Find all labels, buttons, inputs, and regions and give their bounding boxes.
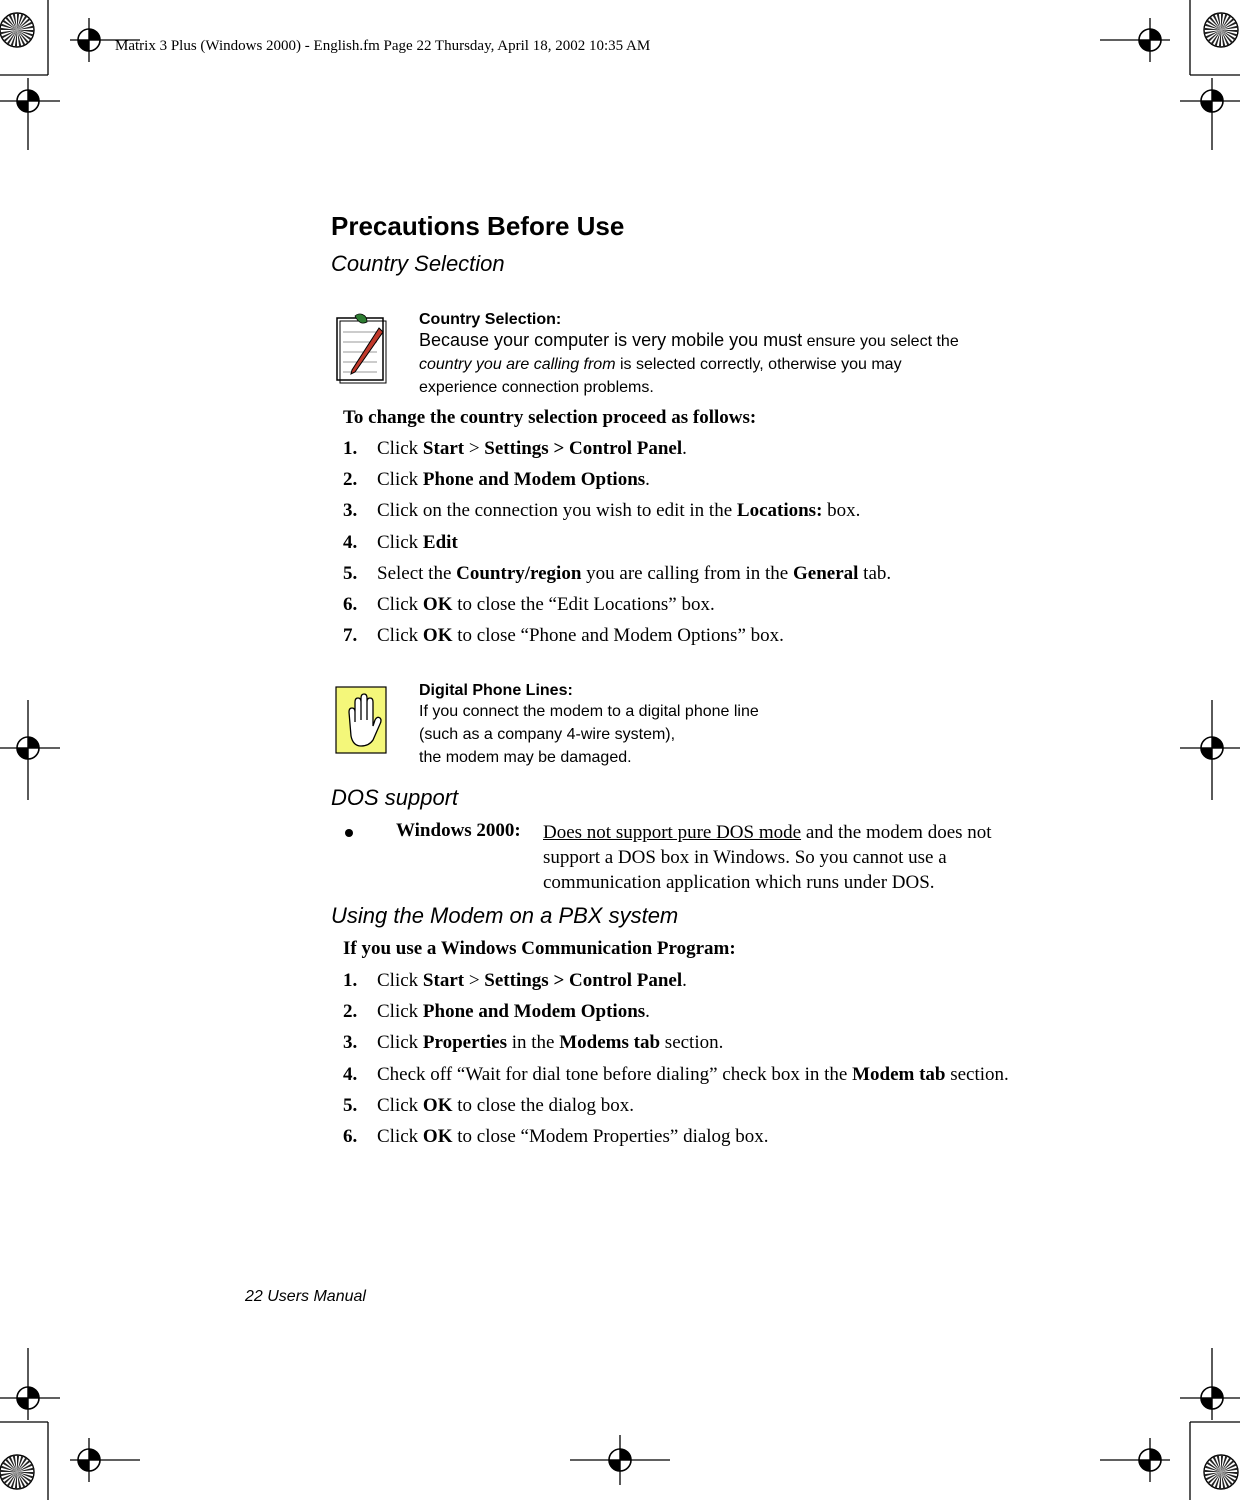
step-text: Click bbox=[377, 594, 423, 615]
step-item bbox=[343, 469, 650, 491]
step-item bbox=[343, 1032, 723, 1054]
stop-hand-icon bbox=[335, 686, 387, 754]
warning-title: Digital Phone Lines: bbox=[419, 682, 573, 699]
step-item bbox=[343, 1001, 650, 1023]
step-text: > bbox=[464, 970, 485, 991]
dos-text: support a DOS box in Windows. So you cannot use a bbox=[543, 847, 947, 868]
step-item bbox=[343, 1095, 634, 1117]
warning-text: the modem may be damaged. bbox=[419, 749, 632, 766]
step-bold-text: Phone and Modem Options bbox=[422, 1001, 646, 1023]
registration-mark bbox=[17, 90, 39, 112]
step-text: to close “Modem Properties” dialog box. bbox=[452, 1126, 769, 1147]
registration-mark bbox=[1201, 1387, 1223, 1409]
file-header-line: Matrix 3 Plus (Windows 2000) - English.fm Page 22 Thursday, April 18, 2002 10:35 AM bbox=[115, 38, 651, 54]
step-text: Click bbox=[377, 469, 423, 491]
starburst-mark-top-right bbox=[1204, 13, 1238, 47]
pbx-steps-lead: If you use a Windows Communication Program: bbox=[343, 938, 736, 959]
step-text: . bbox=[682, 438, 687, 459]
dos-underlined-text: Does not support pure DOS mode bbox=[543, 822, 802, 843]
step-number: 1. bbox=[343, 970, 358, 991]
step-bold-text: OK bbox=[422, 594, 453, 615]
step-text: tab. bbox=[858, 562, 892, 584]
step-number: 4. bbox=[343, 531, 358, 553]
step-text: box. bbox=[822, 500, 861, 522]
warning-text: If you connect the modem to a digital phone line bbox=[419, 703, 759, 720]
step-bold-text: Settings > Control Panel bbox=[484, 970, 683, 991]
step-bold-text: Modem tab bbox=[852, 1063, 946, 1085]
note-text-italic: country you are calling from bbox=[419, 356, 616, 373]
step-text: . bbox=[645, 1001, 650, 1023]
step-number: 6. bbox=[343, 594, 358, 615]
step-bold-text: OK bbox=[422, 1126, 453, 1147]
registration-mark bbox=[17, 737, 39, 759]
note-text: experience connection problems. bbox=[419, 379, 654, 396]
step-item bbox=[343, 970, 687, 992]
step-item bbox=[343, 1064, 1009, 1086]
bullet-dot-icon bbox=[345, 829, 353, 837]
note-text-large: Because your computer is very mobile you must bbox=[419, 330, 803, 350]
step-item bbox=[343, 1126, 769, 1148]
registration-mark bbox=[609, 1449, 631, 1471]
step-number: 5. bbox=[343, 1094, 358, 1116]
step-number: 7. bbox=[343, 625, 358, 647]
dos-text: communication application which runs under DOS. bbox=[543, 872, 935, 893]
page-footer: 22 Users Manual bbox=[245, 1288, 366, 1305]
step-item bbox=[343, 563, 891, 585]
step-item bbox=[343, 532, 458, 554]
registration-mark bbox=[78, 1449, 100, 1471]
dos-text: and the modem does not bbox=[801, 822, 992, 843]
step-item bbox=[343, 625, 784, 647]
step-text: section. bbox=[660, 1032, 724, 1054]
step-text: to close “Phone and Modem Options” box. bbox=[452, 625, 784, 647]
step-text: section. bbox=[945, 1063, 1009, 1085]
step-number: 3. bbox=[343, 1032, 358, 1054]
step-number: 2. bbox=[343, 1001, 358, 1023]
step-bold-text: Country/region bbox=[456, 562, 582, 584]
note-text: is selected correctly, otherwise you may bbox=[615, 356, 902, 373]
step-text: Click bbox=[377, 1126, 423, 1147]
notepad-pen-icon bbox=[333, 312, 389, 384]
step-text: Select the bbox=[377, 562, 457, 584]
note-text: ensure you select the bbox=[802, 333, 959, 350]
step-text: in the bbox=[506, 1032, 560, 1054]
step-text: to close the “Edit Locations” box. bbox=[452, 594, 715, 615]
section-title: Precautions Before Use bbox=[331, 211, 625, 241]
dos-support-heading: DOS support bbox=[331, 785, 459, 810]
step-bold-text: OK bbox=[422, 1094, 453, 1116]
step-number: 6. bbox=[343, 1126, 358, 1147]
step-bold-text: Start bbox=[422, 438, 465, 459]
step-number: 4. bbox=[343, 1063, 358, 1085]
dos-bullet bbox=[343, 820, 1063, 900]
step-text: Click bbox=[377, 625, 423, 647]
pbx-heading: Using the Modem on a PBX system bbox=[331, 903, 679, 928]
registration-mark bbox=[1139, 29, 1161, 51]
step-bold-text: Modems tab bbox=[559, 1032, 661, 1054]
country-selection-heading: Country Selection bbox=[331, 251, 505, 276]
warning-text: (such as a company 4-wire system), bbox=[419, 726, 676, 743]
step-text: to close the dialog box. bbox=[452, 1094, 635, 1116]
step-bold-text: Locations: bbox=[736, 500, 823, 522]
step-bold-text: Start bbox=[422, 970, 465, 991]
step-text: Click bbox=[377, 438, 423, 459]
step-bold-text: Phone and Modem Options bbox=[422, 469, 646, 491]
registration-mark bbox=[17, 1387, 39, 1409]
step-item bbox=[343, 594, 715, 616]
step-text: . bbox=[645, 469, 650, 491]
step-number: 2. bbox=[343, 469, 358, 491]
step-number: 3. bbox=[343, 500, 358, 522]
step-bold-text: Properties bbox=[422, 1032, 507, 1054]
step-bold-text: OK bbox=[422, 625, 453, 647]
step-text: > bbox=[464, 438, 485, 459]
step-bold-text: General bbox=[792, 562, 859, 584]
step-item bbox=[343, 438, 687, 460]
step-text: Click on the connection you wish to edit in the bbox=[377, 500, 737, 522]
registration-mark bbox=[1139, 1449, 1161, 1471]
note-title: Country Selection: bbox=[419, 311, 562, 328]
step-text: Click bbox=[377, 1001, 423, 1023]
step-bold-text: Edit bbox=[422, 531, 458, 553]
step-item bbox=[343, 500, 860, 522]
step-text: Click bbox=[377, 1032, 423, 1054]
starburst-mark-top-left bbox=[0, 13, 34, 47]
country-steps-lead: To change the country selection proceed as follows: bbox=[343, 407, 757, 428]
registration-mark bbox=[1201, 90, 1223, 112]
starburst-mark-bottom-left bbox=[0, 1455, 34, 1489]
step-text: Check off “Wait for dial tone before dialing” check box in the bbox=[377, 1063, 853, 1085]
step-text: Click bbox=[377, 1094, 423, 1116]
dos-label: Windows 2000: bbox=[396, 820, 521, 841]
step-bold-text: Settings > Control Panel bbox=[484, 438, 683, 459]
step-text: Click bbox=[377, 531, 423, 553]
step-text: Click bbox=[377, 970, 423, 991]
registration-mark bbox=[1201, 737, 1223, 759]
step-number: 5. bbox=[343, 562, 358, 584]
step-text: you are calling from in the bbox=[581, 562, 793, 584]
step-text: . bbox=[682, 970, 687, 991]
starburst-mark-bottom-right bbox=[1204, 1455, 1238, 1489]
step-number: 1. bbox=[343, 438, 358, 459]
registration-mark bbox=[78, 29, 100, 51]
